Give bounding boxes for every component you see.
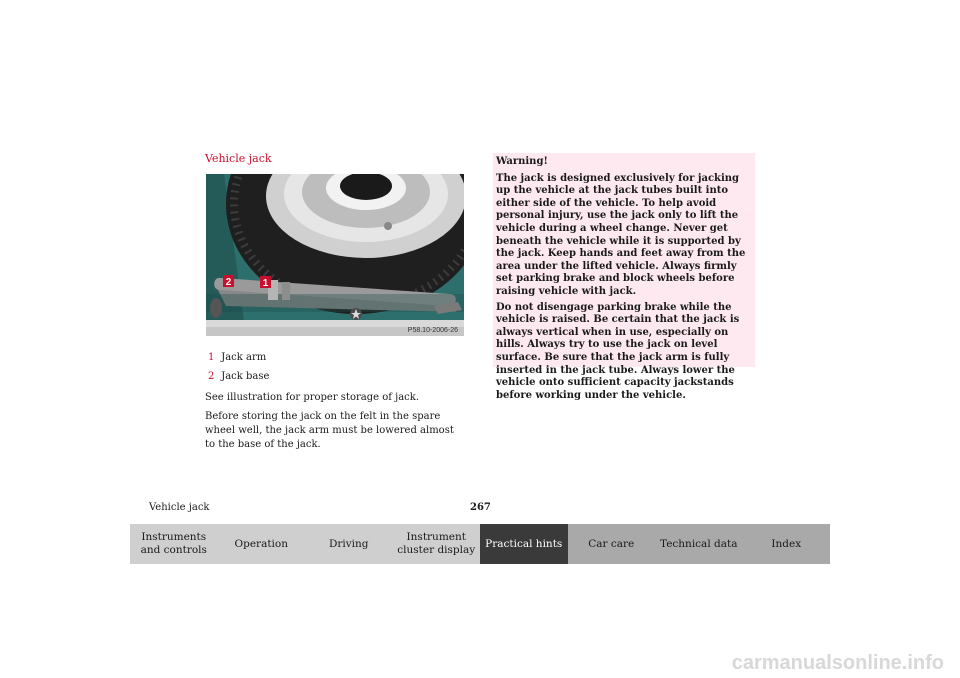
legend-num: 1	[208, 352, 215, 363]
tab-car-care[interactable]: Car care	[568, 524, 656, 564]
jack-illustration	[206, 174, 464, 336]
tab-driving[interactable]: Driving	[305, 524, 393, 564]
tab-technical-data[interactable]: Technical data	[655, 524, 743, 564]
tab-operation[interactable]: Operation	[218, 524, 306, 564]
body-text	[205, 391, 467, 457]
marker-1: 1	[262, 278, 269, 289]
body-paragraph: See illustration for proper storage of jack.	[205, 392, 420, 403]
page-number: 267	[470, 502, 491, 513]
tab-instrument-cluster-display[interactable]: Instrument cluster display	[393, 524, 481, 564]
chapter-tabs	[130, 524, 830, 564]
legend	[208, 349, 269, 386]
figure-code: P58.10-2006-26	[407, 327, 458, 334]
tab-index[interactable]: Index	[743, 524, 831, 564]
warning-paragraph: Do not disengage parking brake while the vehicle is raised. Be certain that the jack is always vertical when in use, especially on hills. Always try to use the jack on level surface. Be sure that the jack arm is fully inserted in the jack tube. Always lower the vehicle onto sufficient capacity jackstands before working under the vehicle.	[496, 301, 740, 401]
watermark: carmanualsonline.info	[731, 652, 944, 674]
tab-practical-hints[interactable]: Practical hints	[480, 524, 568, 564]
marker-2: 2	[225, 277, 232, 288]
legend-label: Jack arm	[221, 352, 267, 363]
legend-label: Jack base	[221, 370, 270, 382]
tab-instruments-and-controls[interactable]: Instruments and controls	[130, 524, 218, 564]
warning-box	[493, 153, 755, 401]
legend-item	[208, 368, 269, 387]
footer-section-label: Vehicle jack	[149, 502, 210, 513]
legend-num: 2	[208, 370, 215, 382]
legend-item	[208, 349, 269, 368]
section-title: Vehicle jack	[205, 152, 272, 165]
warning-paragraph: The jack is designed exclusively for jacking up the vehicle at the jack tubes built into either side of the vehicle. To help avoid personal injury, use the jack only to lift the vehicle during a wheel change. Never get beneath the vehicle while it is supported by the jack. Keep hands and feet away from the area under the lifted vehicle. Always firmly set parking brake and block wheels before raising vehicle with jack.	[496, 172, 746, 297]
warning-title: Warning!	[496, 156, 548, 167]
body-paragraph: Before storing the jack on the felt in the spare wheel well, the jack arm must be lowered almost to the base of the jack.	[205, 411, 454, 450]
